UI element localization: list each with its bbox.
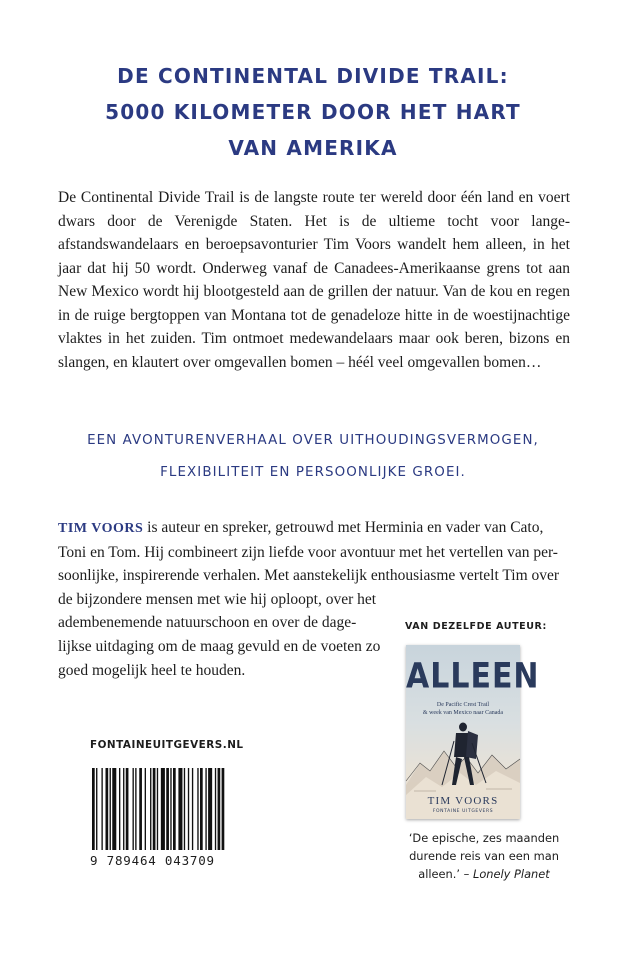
bio-line-1 xyxy=(58,516,570,541)
book-title: ALLEEN xyxy=(406,656,540,697)
book-subtitle-line-2: & week van Mexico naar Canada xyxy=(422,710,504,716)
review-quote xyxy=(384,829,584,883)
bio-line-2: Toni en Tom. Hij combineert zijn liefde voor avontuur met het vertellen van per- xyxy=(58,543,558,561)
same-author-label: VAN DEZELFDE AUTEUR: xyxy=(405,621,547,632)
headline-line-3: VAN AMERIKA xyxy=(228,136,398,160)
headline xyxy=(0,58,626,166)
bio-line-7: goed mogelijk heel te houden. xyxy=(58,661,246,679)
book-subtitle xyxy=(414,701,512,717)
headline-line-1: DE CONTINENTAL DIVIDE TRAIL: xyxy=(117,64,509,88)
book-cover xyxy=(406,645,540,819)
bio-line-1-rest: is auteur en spreker, getrouwd met Herminia en vader van Cato, xyxy=(143,519,544,536)
book-author: TIM VOORS xyxy=(427,795,499,807)
bio-line-6: lijkse uitdaging om de maag gevuld en de voeten zo xyxy=(58,637,381,655)
quote-line-1: ‘De epische, zes maanden xyxy=(408,831,560,845)
quote-line-2: durende reis van een man xyxy=(409,849,559,863)
quote-line-3 xyxy=(384,865,584,883)
quote-source: Lonely Planet xyxy=(472,867,550,881)
headline-line-2: 5000 KILOMETER DOOR HET HART xyxy=(105,100,521,124)
publisher-website: FONTAINEUITGEVERS.NL xyxy=(90,739,244,751)
tagline-line-2: FLEXIBILITEIT EN PERSOONLIJKE GROEI. xyxy=(160,465,466,480)
tagline xyxy=(0,425,626,489)
quote-line-3-text: alleen.’ – xyxy=(418,867,473,881)
isbn-number: 9 789464 043709 xyxy=(90,853,215,868)
book-publisher: FONTAINE UITGEVERS xyxy=(432,809,494,814)
blurb-text: De Continental Divide Trail is de langste route ter wereld door één land en voert dwars door de Verenigde Staten. Het is de ultieme tocht voor lange-afstandswandelaars en beroepsavonturier Tim Voors wandelt hem alleen, in het jaar dat hij 50 wordt. Onderweg vanaf de Canadees-Amerikaanse grens tot aan New Mexico wordt hij blootgesteld aan de grillen der natuur. Van de kou en regen in de ruige bergtoppen van Montana tot de genadeloze hitte in de woestijnachtige vlaktes in het zuiden. Tim ontmoet medewandelaars maar ook beren, bizons en slangen, en klautert over omgevallen bomen – héél veel omgevallen bomen… xyxy=(58,189,570,371)
bio-line-3: soonlijke, inspirerende verhalen. Met aanstekelijk enthousiasme vertelt Tim over xyxy=(58,567,560,585)
author-name: TIM VOORS xyxy=(58,521,144,536)
bio-line-5: adembenemende natuurschoon en over de dage- xyxy=(58,614,357,632)
tagline-line-1: EEN AVONTURENVERHAAL OVER UITHOUDINGSVERMOGEN, xyxy=(87,433,539,448)
barcode xyxy=(90,768,270,850)
bio-line-4: de bijzondere mensen met wie hij oploopt, over het xyxy=(58,590,377,608)
book-subtitle-line-1: De Pacific Crest Trail xyxy=(436,702,490,708)
